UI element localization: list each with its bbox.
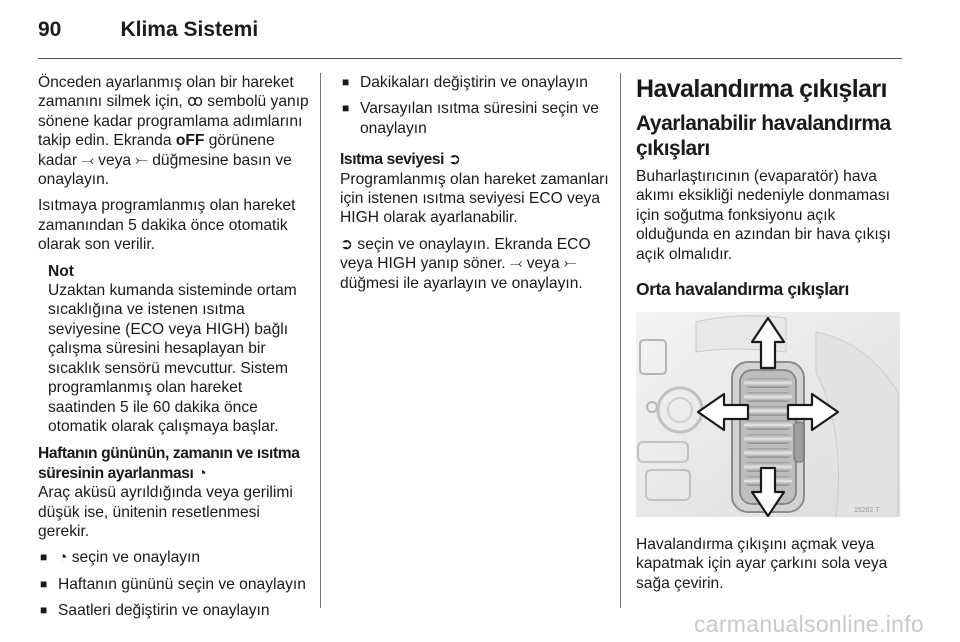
clock-icon: ◔	[58, 549, 68, 567]
section-title: Havalandırma çıkışları	[636, 75, 887, 103]
paragraph-heating-select: ➲ seçin ve onaylayın. Ekranda ECO veya HIGH yanıp söner. ⤙ veya ⤚ düğmesi ile ayarlayın ve onaylayın.	[340, 235, 591, 292]
paragraph-delete-program: Önceden ayarlanmış olan bir hareket zamanını silmek için, ꝏ sembolü yanıp sönene kadar programlama adımlarını takip edin. Ekranda oFF görünene kadar ⤙ veya ⤚ düğmesine basın ve onaylayın.	[38, 74, 309, 189]
watermark: carmanualsonline.info	[693, 611, 924, 637]
center-vent-illustration	[636, 312, 900, 517]
subheading-time-setting: Haftanın gününün, zamanın ve ısıtma süresinin ayarlanması ◔	[38, 445, 300, 482]
paragraph-heating-level: Programlanmış olan hareket zamanları için istenen ısıtma seviyesi ECO veya HIGH olarak ayarlanabilir.	[340, 170, 609, 227]
image-code: 15262 T	[854, 507, 880, 515]
subsection-title: Ayarlanabilir havalandırma çıkışları	[636, 112, 891, 160]
paragraph-reset: Araç aküsü ayrıldığında veya gerilimi düşük ise, ünitenin resetlenmesi gerekir.	[38, 484, 293, 540]
heating-level-icon: ➲	[340, 235, 354, 253]
note-block	[48, 262, 310, 437]
column-left	[38, 73, 310, 628]
clock-icon: ◔	[197, 464, 207, 482]
off-label: oFF	[175, 132, 205, 150]
paragraph-vent-wheel: Havalandırma çıkışını açmak veya kapatmak için ayar çarkını sola veya sağa çevirin.	[636, 536, 888, 592]
arrow-right-icon: ⤚	[135, 151, 148, 169]
chapter-title: Klima Sistemi	[120, 18, 259, 41]
note-title: Not	[48, 262, 74, 280]
column-middle	[340, 73, 610, 300]
column-right	[636, 73, 904, 600]
arrow-right-icon: ⤚	[563, 255, 577, 273]
note-text: Uzaktan kumanda sisteminde ortam sıcaklığına ve istenen ısıtma seviyesine (ECO veya HIGH) bağlı çalışma süresini hesaplayan bir sıcaklık sensörü mevcuttur. Sistem programlanmış olan hareket saatinden 5 ile 60 dakika önce otomatik olarak çalışmaya başlar.	[48, 282, 297, 435]
arrow-left-icon: ⤙	[509, 255, 523, 273]
page-header	[38, 18, 258, 48]
program-symbol-icon: ꝏ	[187, 93, 203, 111]
column-divider	[620, 73, 621, 608]
subsection-center-vents: Orta havalandırma çıkışları	[636, 279, 849, 300]
list-item: ■ Saatleri değiştirin ve onaylayın	[38, 601, 310, 620]
paragraph-auto-stop: Isıtmaya programlanmış olan hareket zamanından 5 dakika önce otomatik olarak son verilir.	[38, 197, 296, 254]
header-rule	[38, 58, 902, 59]
list-item: ■ ◔ seçin ve onaylayın	[38, 548, 310, 567]
list-item: ■ Dakikaları değiştirin ve onaylayın	[340, 73, 610, 92]
column-divider	[320, 73, 321, 608]
adjustment-wheel	[794, 422, 804, 462]
paragraph-evaporator: Buharlaştırıcının (evaparatör) hava akımı eksikliği nedeniyle donmaması için soğutma fonksiyonu açık olduğunda en azından bir hava çıkışı açık olmalıdır.	[636, 168, 891, 263]
list-item: ■ Varsayılan ısıtma süresini seçin ve onaylayın	[340, 99, 610, 138]
list-item: ■ Haftanın gününü seçin ve onaylayın	[38, 575, 310, 594]
subheading-heating-level: Isıtma seviyesi ➲	[340, 151, 461, 169]
page-number: 90	[38, 18, 62, 41]
heating-level-icon: ➲	[448, 151, 461, 169]
arrow-left-icon: ⤙	[81, 151, 94, 169]
